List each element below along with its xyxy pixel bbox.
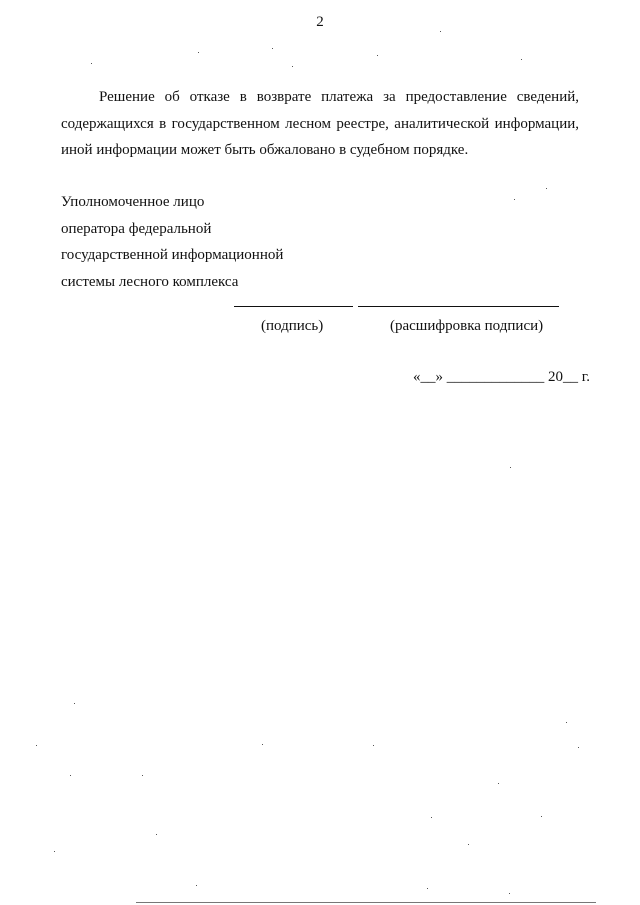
authorized-person-block <box>61 189 283 295</box>
signature-line <box>234 306 353 307</box>
signature-decoding-line <box>358 306 559 307</box>
appeal-paragraph: Решение об отказе в возврате платежа за предоставление сведений, содержащихся в государственном лесном реестре, аналитической информации, иной информации может быть обжаловано в судебном порядке. <box>61 89 579 158</box>
signature-caption: (подпись) <box>261 318 324 334</box>
authority-line: государственной информационной <box>61 247 284 263</box>
authority-line: Уполномоченное лицо <box>61 194 205 210</box>
authority-line: системы лесного комплекса <box>61 273 239 290</box>
page-bottom-edge <box>136 902 596 903</box>
page-number: 2 <box>316 14 324 30</box>
authority-line: оператора федеральной <box>61 220 212 237</box>
date-field: «__» _____________ 20__ г. <box>413 369 590 385</box>
signature-decoding-caption: (расшифровка подписи) <box>390 318 544 334</box>
